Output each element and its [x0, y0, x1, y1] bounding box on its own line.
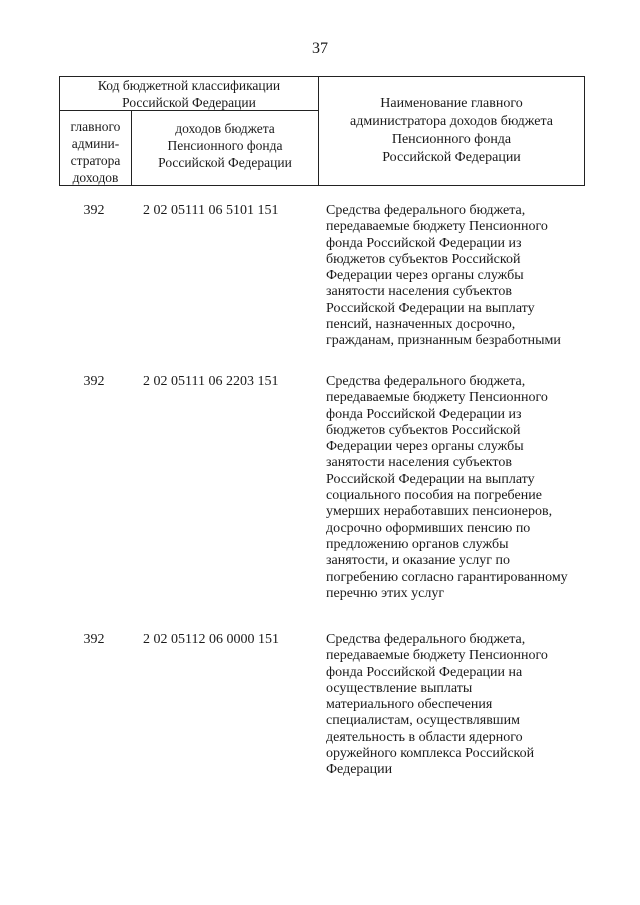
header-text-line: Код бюджетной классификации — [97, 78, 281, 93]
header-text-line: Наименование главного — [380, 96, 523, 111]
description-line: фонда Российской Федерации на — [326, 664, 523, 680]
description-line: бюджетов субъектов Российской — [326, 251, 521, 267]
header-text-line: Российской Федерации — [158, 155, 292, 170]
description-line: передаваемые бюджету Пенсионного — [326, 219, 548, 235]
description-line: погребению согласно гарантированному — [326, 569, 568, 585]
header-text-line: Пенсионного фонда — [391, 132, 512, 147]
header-administrator-name — [319, 77, 584, 185]
header-main-administrator — [60, 111, 132, 186]
income-description — [326, 203, 616, 350]
description-line: социального пособия на погребение — [326, 488, 542, 504]
description-line: бюджетов субъектов Российской — [326, 422, 521, 438]
description-line: фонда Российской Федерации из — [326, 235, 522, 251]
description-line: Средства федерального бюджета, — [326, 203, 526, 218]
income-code: 2 02 05111 06 2203 151 — [143, 374, 279, 389]
description-line: Федерации через органы службы — [326, 439, 524, 455]
income-description — [326, 632, 616, 779]
page-number: 37 — [312, 40, 328, 57]
classification-table-header — [59, 76, 585, 186]
description-line: осуществление выплаты — [326, 680, 473, 696]
header-text-line: админи- — [71, 136, 120, 151]
description-line: деятельность в области ядерного — [326, 729, 523, 745]
description-line: материального обеспечения — [326, 697, 493, 713]
admin-code: 392 — [83, 374, 105, 389]
header-text-line: доходов — [72, 170, 119, 185]
description-line: Российской Федерации на выплату — [326, 300, 535, 316]
income-code: 2 02 05112 06 0000 151 — [143, 632, 279, 647]
description-line: перечню этих услуг — [326, 585, 445, 601]
header-text-line: Российской Федерации — [122, 95, 256, 110]
description-line: Российской Федерации на выплату — [326, 471, 535, 487]
admin-code: 392 — [83, 203, 105, 218]
description-line: досрочно оформивших пенсию по — [326, 520, 531, 536]
header-text-line: главного — [70, 119, 121, 134]
header-text-line: Российской Федерации — [382, 150, 521, 165]
description-line: гражданам, признанным безработными — [326, 333, 561, 349]
description-line: умерших неработавших пенсионеров, — [326, 504, 553, 520]
description-line: специалистам, осуществлявшим — [326, 713, 520, 729]
income-description — [326, 374, 616, 602]
description-line: предложению органов службы — [326, 536, 509, 552]
header-text-line: администратора доходов бюджета — [350, 114, 553, 129]
header-text-line: доходов бюджета — [175, 121, 275, 136]
description-line: фонда Российской Федерации из — [326, 406, 522, 422]
header-pension-fund-income — [132, 111, 319, 186]
header-text-line: Пенсионного фонда — [167, 138, 283, 153]
description-line: передаваемые бюджету Пенсионного — [326, 648, 548, 664]
description-line: пенсий, назначенных досрочно, — [326, 317, 516, 333]
description-line: передаваемые бюджету Пенсионного — [326, 390, 548, 406]
description-line: Средства федерального бюджета, — [326, 374, 526, 389]
description-line: занятости населения субъектов — [326, 455, 512, 471]
description-line: Средства федерального бюджета, — [326, 632, 526, 647]
description-line: занятости населения субъектов — [326, 284, 512, 300]
income-code: 2 02 05111 06 5101 151 — [143, 203, 279, 218]
description-line: оружейного комплекса Российской — [326, 746, 535, 762]
header-text-line: стратора — [70, 153, 121, 168]
admin-code: 392 — [83, 632, 105, 647]
description-line: занятости, и оказание услуг по — [326, 553, 510, 569]
header-budget-classification-code — [60, 77, 319, 111]
description-line: Федерации — [326, 762, 393, 778]
description-line: Федерации через органы службы — [326, 268, 524, 284]
